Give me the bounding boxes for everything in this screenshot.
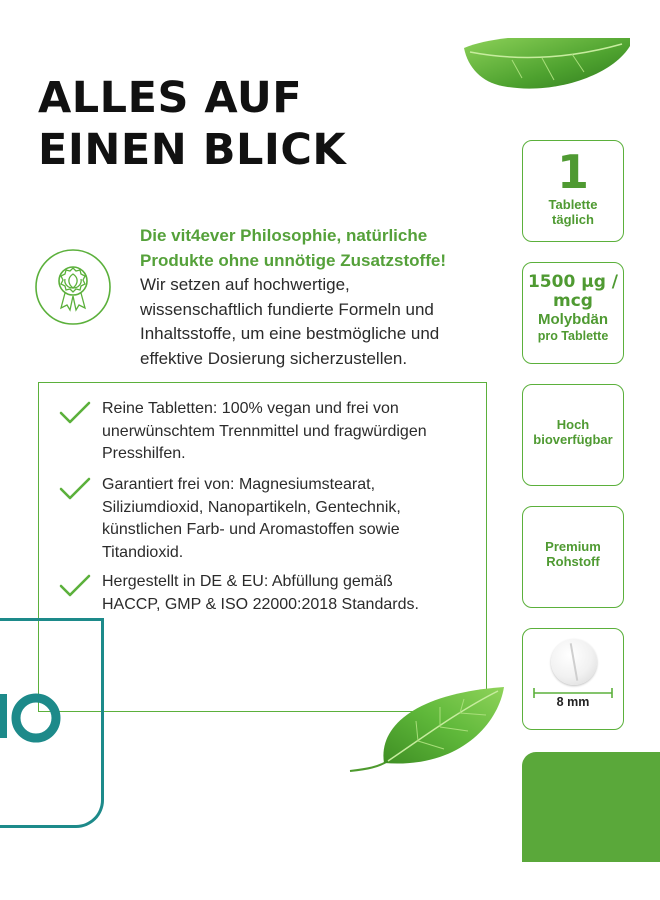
premium-card	[522, 506, 624, 608]
feature-item	[58, 474, 442, 564]
bio-line-2: bioverfügbar	[533, 432, 613, 447]
amount-card	[522, 262, 624, 364]
check-icon	[58, 573, 92, 599]
mint-leaf-icon	[348, 685, 508, 777]
feature-item	[58, 571, 442, 616]
quality-seal-leaf-icon	[34, 248, 112, 326]
tablet-size-label: 8 mm	[556, 695, 590, 709]
check-icon	[58, 400, 92, 426]
intro-lead: Die vit4ever Philosophie, natürliche Produkte ohne unnötige Zusatzstoffe!	[140, 226, 446, 270]
headline-line-1: ALLES AUF	[38, 73, 303, 123]
amount-line-1: 1500 µg /	[527, 272, 619, 292]
dose-card	[522, 140, 624, 242]
intro-body: Wir setzen auf hochwertige, wissenschaftlich fundierte Formeln und Inhaltsstoffe, um eine bestmögliche und effektive Dosierung sicherzustellen.	[140, 275, 440, 368]
feature-text: Reine Tabletten: 100% vegan und frei von unerwünschtem Trennmittel und fragwürdigen Presshilfen.	[102, 400, 427, 462]
bioavailability-card	[522, 384, 624, 486]
dose-number: 1	[556, 145, 589, 199]
feature-text: Garantiert frei von: Magnesiumstearat, Siliziumdioxid, Nanopartikeln, Gentechnik, künstlichen Farb- und Aromastoffen sowie Titandioxid.	[102, 476, 401, 561]
bio-line-1: Hoch	[556, 417, 590, 432]
premium-line-1: Premium	[545, 539, 601, 554]
amount-line-4: pro Tablette	[537, 329, 609, 343]
feature-item	[58, 398, 442, 466]
mint-leaf-icon	[462, 38, 632, 90]
tablet-icon	[551, 639, 597, 685]
feature-text: Hergestellt in DE & EU: Abfüllung gemäß HACCP, GMP & ISO 22000:2018 Standards.	[102, 573, 419, 613]
amount-line-2: mcg	[553, 291, 593, 311]
headline-line-2: EINEN BLICK	[38, 125, 347, 175]
brand-logo-fragment	[0, 686, 66, 748]
green-accent-block	[522, 752, 660, 862]
dose-line-1: Tablette	[548, 197, 598, 212]
intro-paragraph	[140, 224, 470, 371]
measure-line-icon	[532, 688, 614, 698]
page-headline	[38, 72, 458, 176]
check-icon	[58, 476, 92, 502]
dose-line-2: täglich	[552, 212, 594, 227]
premium-line-2: Rohstoff	[546, 554, 600, 569]
amount-line-3: Molybdän	[538, 311, 608, 328]
